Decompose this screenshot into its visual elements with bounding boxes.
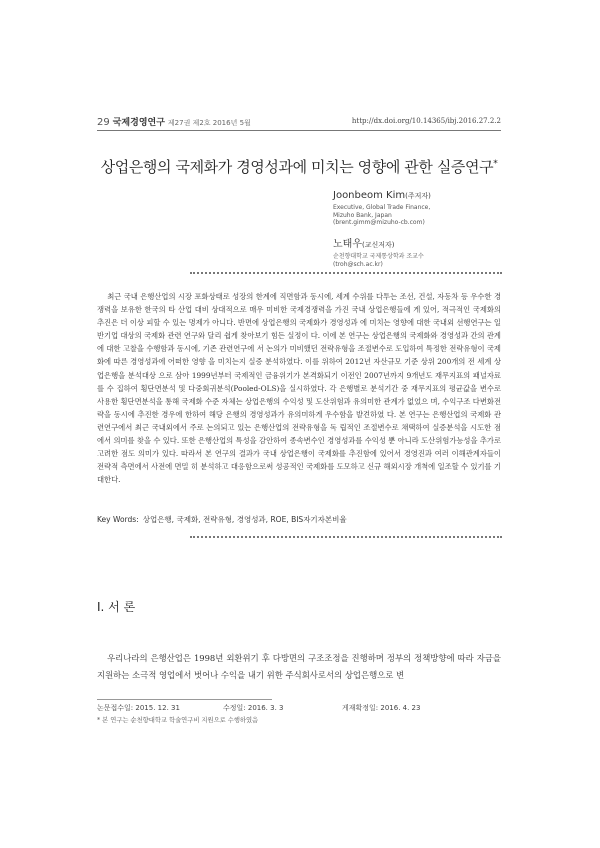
abstract-line: 에 미치는 영향에 대한 국내외 선행연구는 일반기업 대상의 국제화 관련 연구와 달리 쉽게 찾아보기 힘든 실정이	[97, 318, 501, 341]
abstract-line: 히 분석하고 대응함으로써 성공적인 국제화를 도모하고 신규 해외시장 개척에 일조할 수 있기를 기대한다.	[97, 462, 501, 485]
abstract-line: 으로 삼아 1999년부터 국제적인 금융위기가 본격화되기 이전인 2007년까지 9개년도 재무지표의 패널자료를 수	[97, 370, 501, 393]
keywords-label: Key Words:	[97, 515, 139, 524]
abstract-line: 집하여 횡단면분석 및 다중회귀분석(Pooled-OLS)을 실시하였다. 각 은행별로 분석기간 중 재무지표의 평균값을	[116, 383, 478, 393]
abstract-line: 서 논의가 미비했던 전략유형을 조절변수로 도입하여 특정한 전략유형이 국제화에 따른 경영성과에 어떠한 영향	[97, 344, 501, 367]
abstract-line: 을 미치는지 실증 분석하였다. 이를 위하여 2012년 자산규모 기준 상위 200개의 전 세계 상업은행을 분석대상	[97, 357, 501, 380]
author-2-role: (교신저자)	[361, 241, 395, 249]
funding-footnote: * 본 연구는 순천향대학교 학술연구비 지원으로 수행하였음	[97, 717, 259, 724]
volume-info: 제27권 제2호 2016년 5월	[167, 119, 251, 127]
paper-title	[97, 156, 501, 177]
abstract-line: 며, 수익구조 다변화전략을 동시에 추진한 경우에 한하여 해당 은행의 경영성과가 유의미하게 우수함을 발견하였	[97, 396, 501, 419]
author-1-affiliation-1: Executive, Global Trade Finance,	[333, 204, 431, 211]
abstract-line: 결과가 국내 상업은행이 국제화를 추진함에 있어서 경영진과 여러 이해관계자들이 전략적 측면에서 사전에 면밀	[97, 449, 501, 472]
running-header	[97, 115, 501, 129]
abstract	[97, 290, 501, 486]
author-1-name: Joonbeom Kim	[333, 190, 406, 201]
author-2-name-line	[333, 235, 424, 250]
intro-line: 따라 자금을 지원하는 소극적 영업에서 벗어나 수익을 내기 위한 주식회사로서의 상업은행으로 변	[97, 653, 501, 680]
abstract-line: 다. 본 연구는 은행산업의 국제화 관련연구에서 최근 국내외에서 주로 논의되고 있는 은행산업의 전략유형을 독	[97, 409, 501, 432]
abstract-line: 다. 이에 본 연구는 상업은행의 국제화와 경영성과 간의 관계에 대한 고찰을 수행함과 동시에, 기존 관련연구에	[97, 331, 501, 354]
abstract-line: 게 있어, 적극적인 국제화의 추진은 더 이상 피할 수 있는 명제가 아니다. 반면에 상업은행의 국제화가 경영성과	[97, 305, 501, 328]
header-rule	[97, 130, 501, 131]
revised-date: 수정일: 2016. 3. 3	[223, 704, 284, 712]
abstract-line: 립적인 조절변수로 채택하여 실증분석을 시도한 점에서 의미를 찾을 수 있다. 또한 은행산업의 특성을 감안하여	[97, 422, 501, 446]
abstract-line: 변수로 사용한 횡단면분석을 통해 국제화 수준 자체는 상업은행의 수익성 및 도산위험과 유의미한 관계가 없었으	[97, 383, 501, 406]
author-1-role: (주저자)	[405, 192, 431, 200]
abstract-bottom-divider	[190, 536, 502, 538]
author-1-name-line	[333, 190, 431, 201]
keywords	[97, 514, 501, 525]
author-2-email: (troh@sch.ac.kr)	[333, 260, 383, 268]
author-1	[333, 190, 431, 227]
section-heading-introduction: Ⅰ. 서 론	[97, 600, 136, 614]
author-2-affiliation-1: 순천향대학교 국제통상학과 조교수	[333, 253, 424, 260]
journal-name: 국제경영연구	[112, 118, 165, 128]
abstract-line: 등 우수한 경쟁력을 보유한 한국의 타 산업 대비 상대적으로 매우 미비한 국제경쟁력을 가진 국내 상업은행들에	[97, 292, 501, 315]
author-2	[333, 235, 424, 268]
received-date: 논문접수일: 2015. 12. 31	[97, 704, 180, 712]
page-number: 29	[97, 117, 110, 128]
title-text: 상업은행의 국제화가 경영성과에 미치는 영향에 관한 실증연구	[100, 158, 494, 176]
doi-link[interactable]: http://dx.doi.org/10.14365/ibj.2016.27.2.2	[351, 117, 501, 125]
author-1-email: (brent.gimm@mizuho-cb.com)	[333, 219, 425, 226]
keywords-text: 상업은행, 국제화, 전략유형, 경영성과, ROE, BIS자기자본비율	[142, 515, 347, 524]
author-1-affiliation-2: Mizuho Bank, Japan	[333, 211, 392, 219]
title-footnote-mark: *	[493, 159, 498, 169]
abstract-line: 종속변수인 경영성과를 수익성 뿐 아니라 도산위험가능성을 추가로 고려한 점도 의미가 있다. 따라서 본 연구의	[97, 436, 501, 459]
abstract-line: 최근 국내 은행산업의 시장 포화상태로 성장의 한계에 직면함과 동시에, 세계 수위를 다투는 조선, 건설, 자동차	[107, 292, 459, 301]
introduction-paragraph	[97, 650, 501, 684]
abstract-top-divider	[190, 272, 502, 274]
author-2-name: 노태우	[333, 239, 362, 250]
footnote-rule	[97, 699, 272, 700]
intro-line: 우리나라의 은행산업은 1998년 외환위기 후 다방면의 구조조정을 진행하며 정부의 정책방향에	[107, 653, 455, 663]
accepted-date: 게재확정일: 2016. 4. 23	[342, 704, 421, 712]
